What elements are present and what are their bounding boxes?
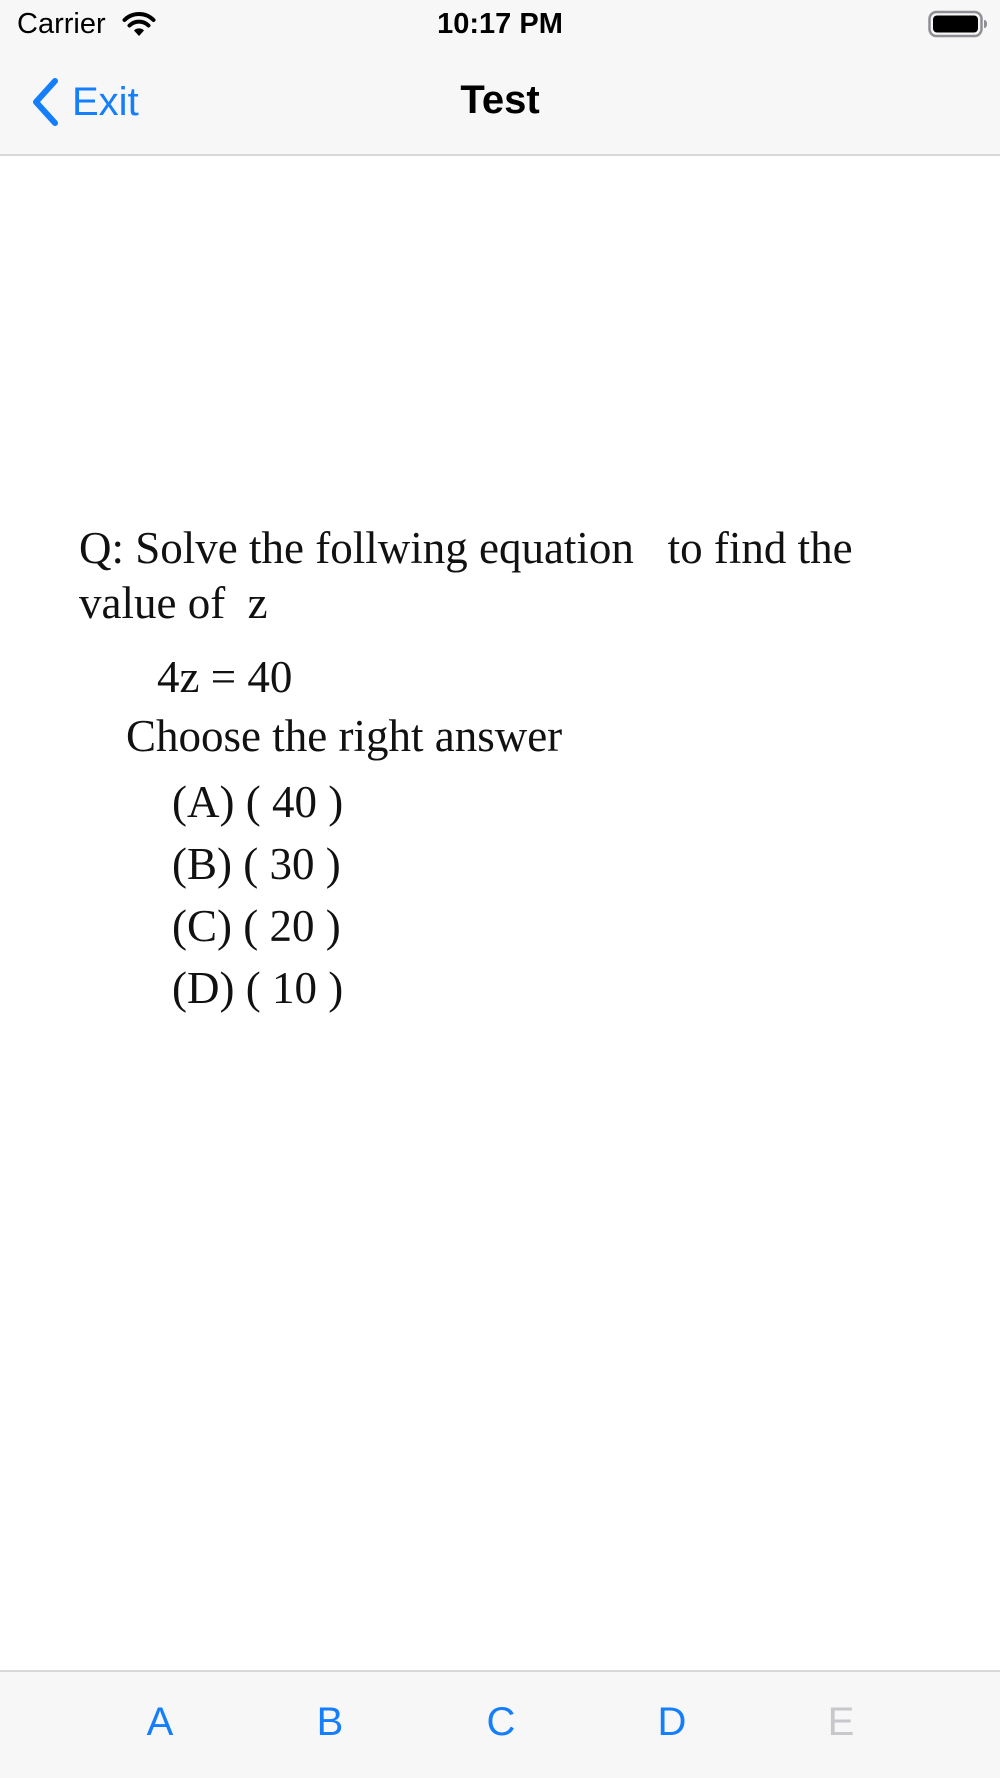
carrier-label: Carrier	[17, 8, 106, 40]
answer-c-button[interactable]: C	[486, 1700, 516, 1744]
battery-icon	[928, 10, 988, 38]
navigation-bar	[0, 52, 1000, 156]
option-a: (A) ( 40 )	[172, 777, 344, 827]
clock: 10:17 PM	[437, 8, 563, 40]
question-text-line-2: value of z	[79, 578, 268, 628]
answer-a-button[interactable]: A	[146, 1700, 174, 1744]
page-title: Test	[460, 78, 540, 122]
status-bar	[0, 0, 1000, 52]
option-d: (D) ( 10 )	[172, 963, 344, 1013]
equation: 4z = 40	[157, 652, 293, 702]
option-b: (B) ( 30 )	[172, 839, 341, 889]
instruction-text: Choose the right answer	[126, 711, 563, 761]
answer-d-button[interactable]: D	[657, 1700, 687, 1744]
answer-e-button[interactable]: E	[827, 1700, 855, 1744]
exit-label: Exit	[72, 79, 139, 124]
question-image	[0, 156, 1000, 1670]
answer-options	[172, 771, 343, 1019]
answer-toolbar	[0, 1670, 1000, 1778]
answer-b-button[interactable]: B	[316, 1700, 344, 1744]
question-text-line-1: Q: Solve the follwing equation to find the	[79, 523, 853, 573]
option-c: (C) ( 20 )	[172, 901, 341, 951]
